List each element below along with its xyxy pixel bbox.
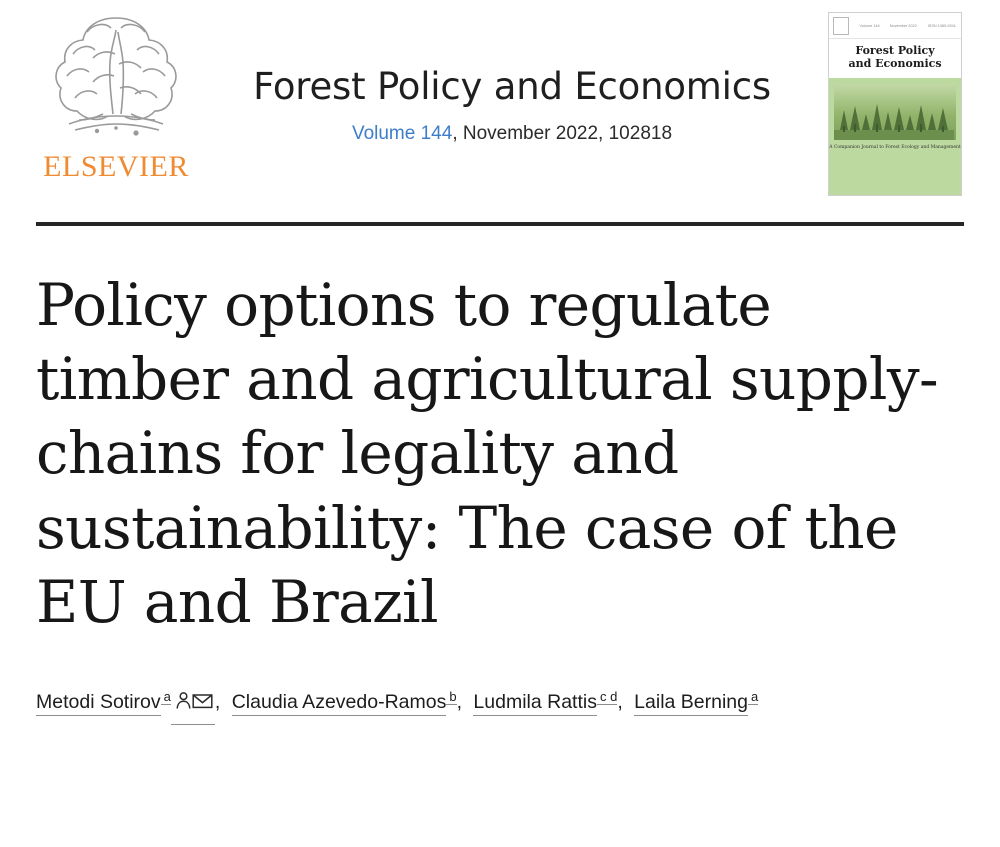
cover-top-left-label: Volume 144 bbox=[859, 23, 880, 28]
author-affiliation[interactable]: a bbox=[161, 689, 171, 705]
volume-link[interactable]: Volume 144 bbox=[351, 122, 453, 144]
author-name[interactable]: Ludmila Rattis bbox=[473, 691, 597, 716]
cover-header-strip bbox=[829, 13, 961, 39]
cover-title-line2: and Economics bbox=[848, 56, 942, 70]
cover-title-band bbox=[829, 39, 961, 78]
author-name[interactable]: Claudia Azevedo-Ramos bbox=[232, 691, 447, 716]
author-separator: , bbox=[617, 691, 623, 714]
journal-info bbox=[196, 8, 828, 145]
author-icons[interactable] bbox=[171, 683, 215, 725]
journal-issue-line bbox=[196, 123, 828, 145]
author-name[interactable]: Metodi Sotirov bbox=[36, 691, 161, 716]
journal-title[interactable]: Forest Policy and Economics bbox=[253, 65, 771, 108]
elsevier-tree-logo bbox=[41, 10, 191, 150]
author-list bbox=[36, 683, 964, 725]
author-affiliation[interactable]: a bbox=[748, 689, 758, 705]
author-item bbox=[36, 688, 226, 714]
author-affiliation[interactable]: c d bbox=[597, 689, 617, 705]
person-icon[interactable] bbox=[175, 691, 192, 713]
journal-header bbox=[0, 0, 1000, 216]
author-item bbox=[634, 688, 764, 714]
cover-subtitle: A Companion Journal to Forest Ecology and Management bbox=[829, 145, 961, 151]
author-affiliation[interactable]: b bbox=[446, 689, 456, 705]
author-separator: , bbox=[214, 691, 221, 714]
cover-photo bbox=[834, 84, 956, 140]
cover-top-right-label: ISSN 1389-9341 bbox=[928, 23, 957, 28]
header-divider bbox=[36, 222, 964, 226]
cover-title-line1: Forest Policy bbox=[855, 44, 935, 57]
journal-cover-block[interactable] bbox=[828, 8, 964, 196]
publisher-logo-block[interactable] bbox=[36, 8, 196, 182]
author-name[interactable]: Laila Berning bbox=[634, 691, 748, 716]
page-title: Policy options to regulate timber and agricultural supply-chains for legality and sustainability: The case of the EU and Brazil bbox=[36, 271, 938, 636]
email-icon[interactable] bbox=[192, 691, 213, 713]
cover-body bbox=[829, 39, 961, 196]
author-separator: , bbox=[456, 691, 462, 714]
journal-cover-image[interactable] bbox=[828, 12, 962, 196]
cover-top-center-label: November 2022 bbox=[890, 23, 918, 28]
author-item bbox=[473, 688, 628, 714]
author-item bbox=[231, 688, 468, 714]
issue-details: , November 2022, 102818 bbox=[452, 122, 673, 144]
publisher-wordmark: ELSEVIER bbox=[43, 150, 189, 183]
cover-publisher-logo-icon bbox=[833, 17, 849, 35]
